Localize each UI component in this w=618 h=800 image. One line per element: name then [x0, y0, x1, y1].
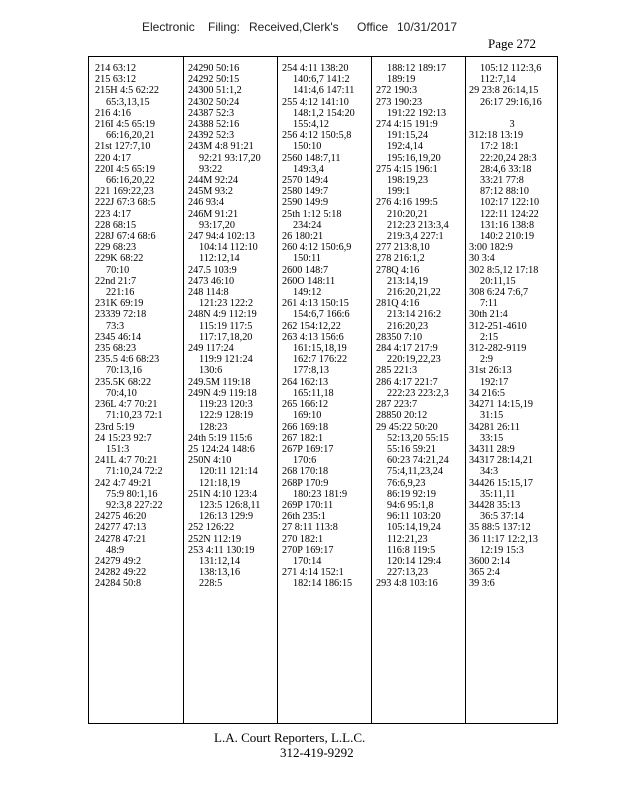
index-entry: 24392 52:3	[188, 130, 235, 142]
index-entry: 182:14 186:15	[293, 578, 353, 590]
index-entry: 34426 15:15,17	[469, 477, 533, 489]
index-column-1	[95, 63, 181, 719]
index-entry: 138:13,16	[199, 567, 241, 579]
index-entry: 3600 2:14	[469, 555, 511, 567]
index-entry: 251N 4:10 123:4	[188, 488, 258, 500]
index-entry: 365 2:4	[469, 567, 500, 579]
index-entry: 302 8:5,12 17:18	[469, 264, 539, 276]
index-entry: 24277 47:13	[95, 522, 147, 534]
index-entry: 2345 46:14	[95, 331, 142, 343]
index-entry: 220I 4:5 65:19	[95, 163, 155, 175]
index-entry: 221:16	[106, 287, 135, 299]
index-entry: 36 11:17 12:2,13	[469, 533, 538, 545]
index-entry: 3:00 182:9	[469, 242, 513, 254]
index-entry: 122:11 124:22	[480, 208, 539, 220]
index-entry: 275 4:15 196:1	[376, 163, 438, 175]
index-entry: 191:15,24	[387, 130, 429, 142]
index-entry: 198:19,23	[387, 175, 429, 187]
index-entry: 267 182:1	[282, 432, 324, 444]
index-entry: 2560 148:7,11	[282, 152, 341, 164]
header-date: 10/31/2017	[397, 20, 458, 34]
index-entry: 30th 21:4	[469, 309, 508, 321]
index-entry: 247 94:4 102:13	[188, 231, 255, 243]
index-entry: 274 4:15 191:9	[376, 119, 438, 131]
index-entry: 192:4,14	[387, 141, 423, 153]
page-number: Page 272	[488, 36, 537, 51]
index-entry: 286 4:17 221:7	[376, 376, 438, 388]
index-entry: 231K 69:19	[95, 298, 144, 310]
index-entry: 24282 49:22	[95, 567, 147, 579]
index-entry: 70:13,16	[106, 365, 142, 377]
index-entry: 276 4:16 199:5	[376, 197, 438, 209]
index-entry: 33:21 77:8	[480, 175, 524, 187]
index-entry: 228 68:15	[95, 219, 137, 231]
index-entry: 24275 46:20	[95, 511, 147, 523]
index-entry: 229K 68:22	[95, 253, 144, 265]
index-entry: 7:11	[480, 298, 498, 310]
index-entry: 260 4:12 150:6,9	[282, 242, 352, 254]
index-entry: 249N 4:9 119:18	[188, 387, 257, 399]
index-entry: 213:14 216:2	[387, 309, 442, 321]
index-entry: 161:15,18,19	[293, 343, 347, 355]
index-entry: 215 63:12	[95, 74, 137, 86]
index-entry: 215H 4:5 62:22	[95, 85, 159, 97]
index-entry: 312-251-4610	[469, 320, 527, 332]
index-entry: 213:14,19	[387, 275, 429, 287]
index-entry: 65:3,13,15	[106, 96, 150, 108]
index-entry: 28350 7:10	[376, 331, 423, 343]
index-entry: 26 180:21	[282, 231, 324, 243]
header-received: Received,Clerk's	[249, 20, 339, 34]
index-entry: 148:1,2 154:20	[293, 107, 355, 119]
index-entry: 195:16,19,20	[387, 152, 441, 164]
index-entry: 250N 4:10	[188, 455, 232, 467]
index-entry: 269P 170:11	[282, 499, 334, 511]
index-entry: 216:20,21,22	[387, 287, 441, 299]
index-entry: 23339 72:18	[95, 309, 147, 321]
index-entry: 70:4,10	[106, 387, 137, 399]
index-entry: 94:6 95:1,8	[387, 499, 434, 511]
index-entry: 31st 26:13	[469, 365, 512, 377]
index-entry: 271 4:14 152:1	[282, 567, 344, 579]
index-entry: 188:12 189:17	[387, 63, 447, 74]
index-entry: 115:19 117:5	[199, 320, 253, 332]
index-entry: 3	[509, 119, 515, 131]
index-entry: 24278 47:21	[95, 533, 147, 545]
index-entry: 165:11,18	[293, 387, 334, 399]
index-entry: 70:10	[106, 264, 130, 276]
index-entry: 189:19	[387, 74, 416, 86]
index-entry: 39 3:6	[469, 578, 495, 590]
index-entry: 261 4:13 150:15	[282, 298, 349, 310]
index-entry: 248 114:8	[188, 287, 229, 299]
index-entry: 235.5 4:6 68:23	[95, 354, 160, 366]
column-divider	[277, 57, 278, 723]
index-entry: 254 4:11 138:20	[282, 63, 349, 74]
index-entry: 287 223:7	[376, 399, 418, 411]
index-entry: 20:11,15	[480, 275, 516, 287]
index-entry: 93:22	[199, 163, 223, 175]
index-entry: 131:12,14	[199, 555, 241, 567]
index-entry: 228J 67:4 68:6	[95, 231, 156, 243]
index-entry: 264 162:13	[282, 376, 329, 388]
index-entry: 23rd 5:19	[95, 421, 135, 433]
index-entry: 25th 1:12 5:18	[282, 208, 342, 220]
index-entry: 33:15	[480, 432, 504, 444]
index-entry: 212:23 213:3,4	[387, 219, 449, 231]
index-entry: 272 190:3	[376, 85, 418, 97]
index-entry: 151:3	[106, 443, 130, 455]
index-entry: 263 4:13 156:6	[282, 331, 344, 343]
header-filing: Filing:	[208, 20, 241, 34]
index-entry: 2590 149:9	[282, 197, 329, 209]
index-entry: 28850 20:12	[376, 410, 428, 422]
index-entry: 192:17	[480, 376, 509, 388]
index-entry: 104:14 112:10	[199, 242, 258, 254]
index-entry: 140:2 210:19	[480, 231, 535, 243]
index-entry: 29 23:8 26:14,15	[469, 85, 539, 97]
index-entry: 34:3	[480, 466, 499, 478]
index-entry: 105:14,19,24	[387, 522, 441, 534]
index-entry: 278 216:1,2	[376, 253, 425, 265]
index-entry: 55:16 59:21	[387, 443, 436, 455]
index-entry: 30 3:4	[469, 253, 495, 265]
index-entry: 17:2 18:1	[480, 141, 519, 153]
index-entry: 234:24	[293, 219, 322, 231]
index-entry: 219:3,4 227:1	[387, 231, 444, 243]
index-entry: 12:19 15:3	[480, 544, 524, 556]
index-entry: 24300 51:1,2	[188, 85, 242, 97]
index-entry: 216 4:16	[95, 107, 131, 119]
index-entry: 170:14	[293, 555, 322, 567]
index-entry: 96:11 103:20	[387, 511, 441, 523]
index-entry: 155:4,12	[293, 119, 329, 131]
index-column-3	[282, 63, 368, 719]
index-entry: 119:9 121:24	[199, 354, 253, 366]
index-entry: 130:6	[199, 365, 223, 377]
index-entry: 2:15	[480, 331, 499, 343]
index-column-2	[188, 63, 274, 719]
word-index-table	[88, 56, 558, 724]
index-entry: 228:5	[199, 578, 223, 590]
index-entry: 154:6,7 166:6	[293, 309, 350, 321]
index-entry: 169:10	[293, 410, 322, 422]
index-entry: 87:12 88:10	[480, 186, 529, 198]
index-entry: 112:7,14	[480, 74, 516, 86]
index-entry: 312:18 13:19	[469, 130, 524, 142]
index-entry: 221 169:22,23	[95, 186, 154, 198]
index-entry: 22:20,24 28:3	[480, 152, 537, 164]
index-entry: 29 45:22 50:20	[376, 421, 438, 433]
index-entry: 246M 91:21	[188, 208, 239, 220]
index-entry: 222J 67:3 68:5	[95, 197, 156, 209]
index-entry: 24387 52:3	[188, 107, 235, 119]
index-entry: 2473 46:10	[188, 275, 235, 287]
index-entry: 122:9 128:19	[199, 410, 254, 422]
index-entry: 119:23 120:3	[199, 399, 253, 411]
index-entry: 26th 235:1	[282, 511, 326, 523]
index-entry: 116:8 119:5	[387, 544, 436, 556]
index-entry: 235.5K 68:22	[95, 376, 152, 388]
column-divider	[371, 57, 372, 723]
index-entry: 24388 52:16	[188, 119, 240, 131]
index-entry: 71:10,23 72:1	[106, 410, 163, 422]
index-entry: 92:21 93:17,20	[199, 152, 261, 164]
index-entry: 260O 148:11	[282, 275, 336, 287]
index-entry: 149:3,4	[293, 163, 324, 175]
index-entry: 229 68:23	[95, 242, 137, 254]
index-entry: 262 154:12,22	[282, 320, 341, 332]
index-entry: 120:14 129:4	[387, 555, 442, 567]
index-entry: 24290 50:16	[188, 63, 240, 74]
index-entry: 223 4:17	[95, 208, 131, 220]
index-entry: 247.5 103:9	[188, 264, 237, 276]
index-entry: 241L 4:7 70:21	[95, 455, 158, 467]
index-entry: 141:4,6 147:11	[293, 85, 355, 97]
index-entry: 216:20,23	[387, 320, 429, 332]
index-entry: 60:23 74:21,24	[387, 455, 449, 467]
index-entry: 126:13 129:9	[199, 511, 254, 523]
index-entry: 277 213:8,10	[376, 242, 430, 254]
index-entry: 131:16 138:8	[480, 219, 535, 231]
index-entry: 214 63:12	[95, 63, 137, 74]
index-entry: 26:17 29:16,16	[480, 96, 542, 108]
index-entry: 236L 4:7 70:21	[95, 399, 158, 411]
index-column-4	[376, 63, 462, 719]
index-entry: 256 4:12 150:5,8	[282, 130, 352, 142]
index-entry: 73:3	[106, 320, 125, 332]
column-divider	[465, 57, 466, 723]
index-entry: 150:10	[293, 141, 322, 153]
index-entry: 31:15	[480, 410, 504, 422]
index-entry: 265 166:12	[282, 399, 329, 411]
index-entry: 66:16,20,22	[106, 175, 155, 187]
index-entry: 34271 14:15,19	[469, 399, 533, 411]
index-entry: 249 117:24	[188, 343, 234, 355]
index-entry: 180:23 181:9	[293, 488, 348, 500]
index-entry: 71:10,24 72:2	[106, 466, 163, 478]
index-entry: 285 221:3	[376, 365, 418, 377]
index-entry: 24302 50:24	[188, 96, 240, 108]
index-entry: 34317 28:14,21	[469, 455, 533, 467]
index-entry: 140:6,7 141:2	[293, 74, 350, 86]
index-entry: 105:12 112:3,6	[480, 63, 542, 74]
index-entry: 35 88:5 137:12	[469, 522, 531, 534]
index-entry: 128:23	[199, 421, 228, 433]
index-entry: 245M 93:2	[188, 186, 233, 198]
index-entry: 220 4:17	[95, 152, 131, 164]
index-entry: 270 182:1	[282, 533, 324, 545]
index-entry: 66:16,20,21	[106, 130, 155, 142]
index-entry: 22nd 21:7	[95, 275, 137, 287]
header-office: Office	[357, 20, 389, 34]
index-entry	[469, 108, 555, 119]
index-entry: 2570 149:4	[282, 175, 329, 187]
index-entry: 162:7 176:22	[293, 354, 348, 366]
index-entry: 266 169:18	[282, 421, 329, 433]
index-entry: 255 4:12 141:10	[282, 96, 349, 108]
header-electronic: Electronic	[142, 20, 195, 34]
index-entry: 227:13,23	[387, 567, 429, 579]
index-entry: 121:18,19	[199, 477, 241, 489]
index-entry: 149:12	[293, 287, 322, 299]
index-entry: 27 8:11 113:8	[282, 522, 338, 534]
index-entry: 123:5 126:8,11	[199, 499, 261, 511]
column-divider	[183, 57, 184, 723]
index-entry: 273 190:23	[376, 96, 423, 108]
index-entry: 191:22 192:13	[387, 107, 447, 119]
index-entry: 249.5M 119:18	[188, 376, 251, 388]
index-entry: 252N 112:19	[188, 533, 242, 545]
index-entry: 210:20,21	[387, 208, 429, 220]
index-entry: 112:21,23	[387, 533, 428, 545]
index-entry: 293 4:8 103:16	[376, 578, 438, 590]
index-entry: 76:6,9,23	[387, 477, 426, 489]
index-column-5	[469, 63, 555, 719]
index-entry: 24284 50:8	[95, 578, 142, 590]
reporter-phone: 312-419-9292	[280, 745, 354, 760]
index-entry: 36:5 37:14	[480, 511, 524, 523]
index-entry: 93:17,20	[199, 219, 235, 231]
index-entry: 34 216:5	[469, 387, 505, 399]
index-entry: 281Q 4:16	[376, 298, 420, 310]
index-entry: 248N 4:9 112:19	[188, 309, 257, 321]
index-entry: 246 93:4	[188, 197, 224, 209]
index-entry: 253 4:11 130:19	[188, 544, 255, 556]
index-entry: 52:13,20 55:15	[387, 432, 449, 444]
index-entry: 268P 170:9	[282, 477, 329, 489]
index-entry: 75:9 80:1,16	[106, 488, 158, 500]
index-entry: 312-282-9119	[469, 343, 527, 355]
index-entry: 170:6	[293, 455, 317, 467]
index-entry: 220:19,22,23	[387, 354, 441, 366]
index-entry: 34281 26:11	[469, 421, 520, 433]
index-entry: 121:23 122:2	[199, 298, 254, 310]
index-entry: 112:12,14	[199, 253, 240, 265]
index-entry: 102:17 122:10	[480, 197, 540, 209]
index-entry: 24292 50:15	[188, 74, 240, 86]
index-entry: 24279 49:2	[95, 555, 142, 567]
index-entry: 75:4,11,23,24	[387, 466, 443, 478]
index-entry: 268 170:18	[282, 466, 329, 478]
index-entry: 308 6:24 7:6,7	[469, 287, 529, 299]
index-entry: 24 15:23 92:7	[95, 432, 152, 444]
index-entry: 278Q 4:16	[376, 264, 420, 276]
index-entry: 28:4,6 33:18	[480, 163, 532, 175]
index-entry: 199:1	[387, 186, 411, 198]
index-entry: 235 68:23	[95, 343, 137, 355]
index-entry: 177:8,13	[293, 365, 329, 377]
index-entry: 150:11	[293, 253, 321, 265]
index-entry: 267P 169:17	[282, 443, 334, 455]
reporter-name: L.A. Court Reporters, L.L.C.	[214, 730, 366, 745]
index-entry: 2580 149:7	[282, 186, 329, 198]
index-entry: 284 4:17 217:9	[376, 343, 438, 355]
index-entry: 243M 4:8 91:21	[188, 141, 254, 153]
index-entry: 34311 28:9	[469, 443, 515, 455]
index-entry: 244M 92:24	[188, 175, 239, 187]
index-entry: 117:17,18,20	[199, 331, 253, 343]
index-entry: 222:23 223:2,3	[387, 387, 449, 399]
index-entry: 2600 148:7	[282, 264, 329, 276]
index-entry: 2:9	[480, 354, 494, 366]
index-entry: 92:3,8 227:22	[106, 499, 163, 511]
index-entry: 120:11 121:14	[199, 466, 258, 478]
index-entry: 21st 127:7,10	[95, 141, 151, 153]
index-entry: 24th 5:19 115:6	[188, 432, 253, 444]
index-entry: 86:19 92:19	[387, 488, 436, 500]
index-entry: 25 124:24 148:6	[188, 443, 255, 455]
index-entry: 48:9	[106, 544, 125, 556]
index-entry: 242 4:7 49:21	[95, 477, 152, 489]
index-entry: 35:11,11	[480, 488, 516, 500]
index-entry: 216I 4:5 65:19	[95, 119, 155, 131]
index-entry: 270P 169:17	[282, 544, 334, 556]
index-entry: 34428 35:13	[469, 499, 521, 511]
index-entry: 252 126:22	[188, 522, 235, 534]
